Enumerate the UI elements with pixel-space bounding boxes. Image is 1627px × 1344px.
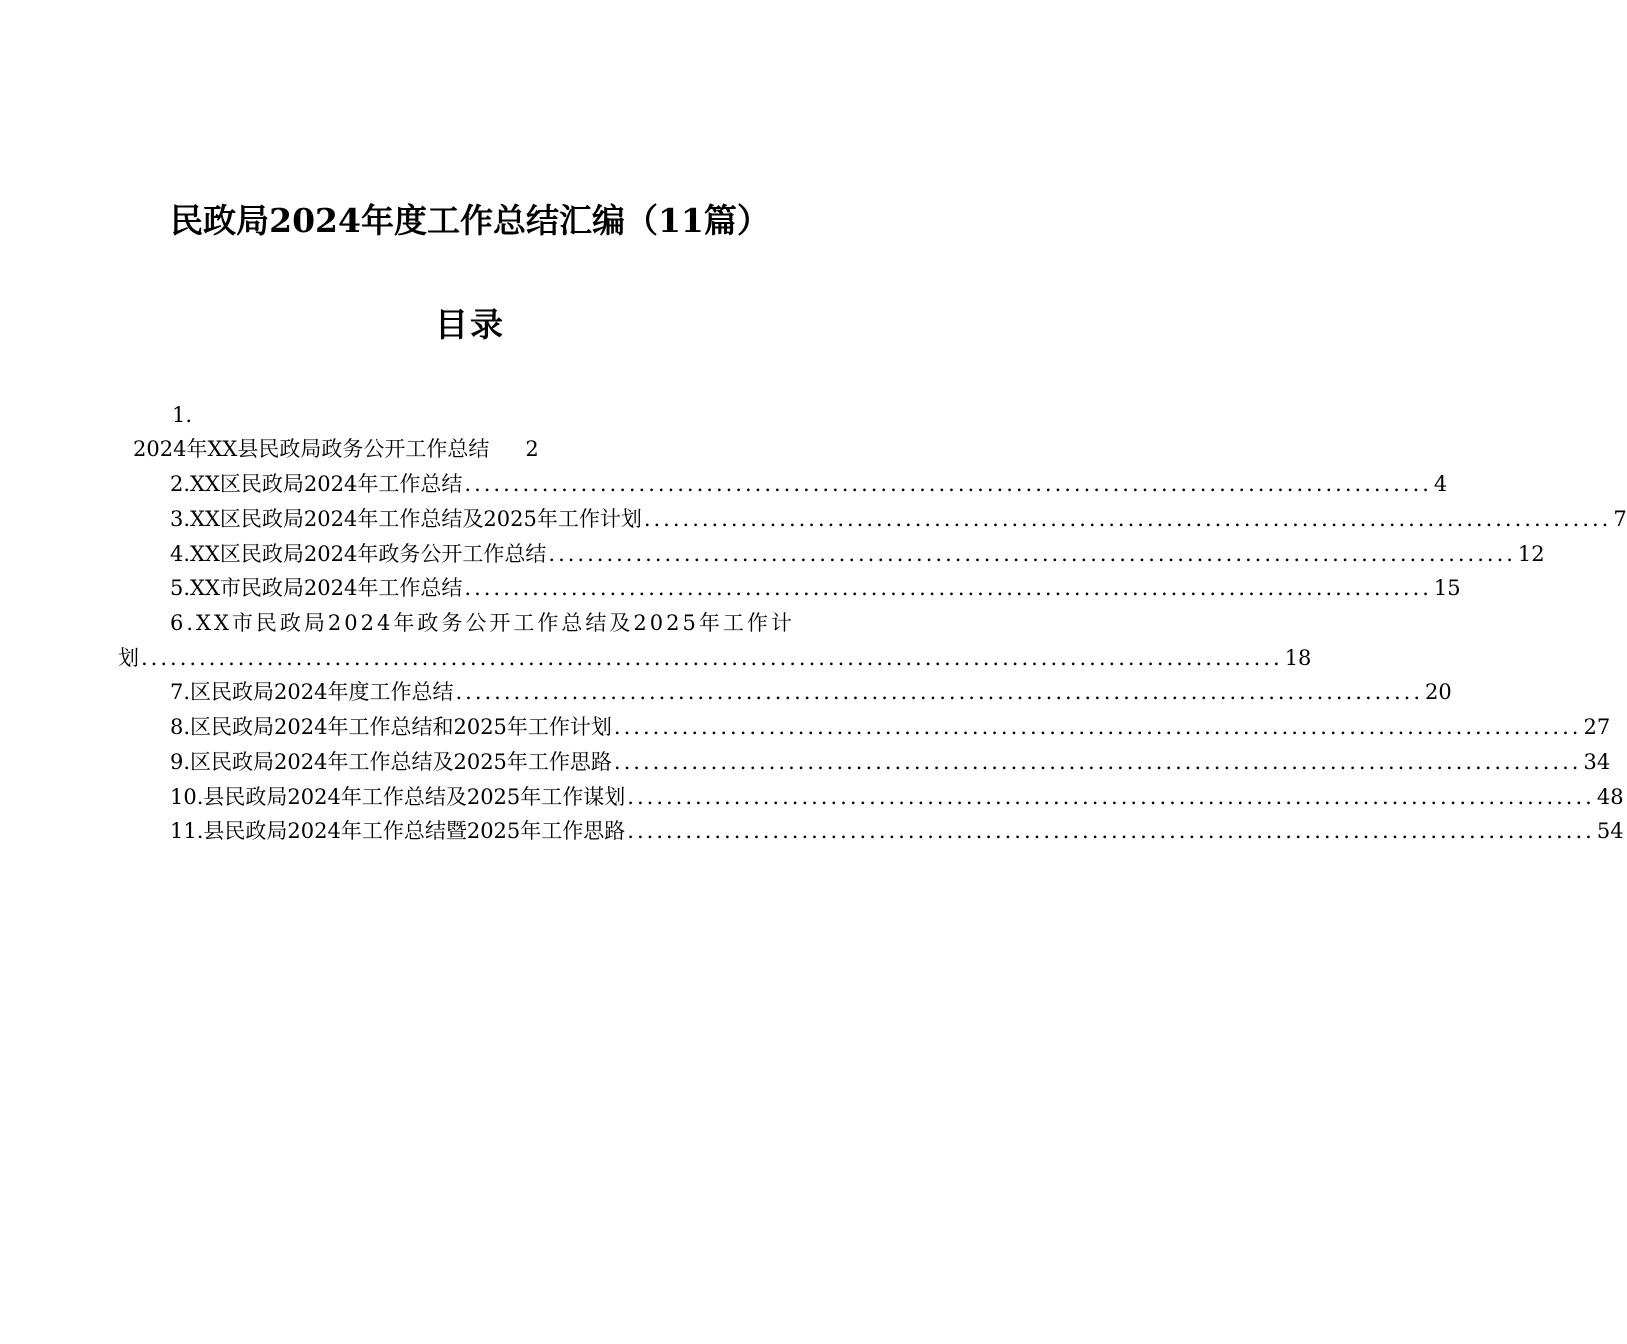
toc-heading: 目录 bbox=[435, 305, 505, 344]
toc-item-3[interactable] bbox=[170, 502, 1627, 536]
toc-item-2-page: 4 bbox=[1433, 472, 1448, 496]
toc-item-7-title: 7.区民政局2024年度工作总结 bbox=[170, 680, 454, 704]
toc-item-9-title: 9.区民政局2024年工作总结及2025年工作思路 bbox=[170, 750, 612, 774]
toc-item-3-leader: .................................................................................................... bbox=[643, 507, 1612, 531]
toc-item-11[interactable] bbox=[170, 814, 1624, 848]
toc-item-2-title: 2.XX区民政局2024年工作总结 bbox=[170, 472, 463, 496]
toc-item-6-leader: ...................................................................................................................... bbox=[141, 646, 1283, 670]
toc-item-9-page: 34 bbox=[1583, 750, 1611, 774]
toc-item-6-title-cont: 划 bbox=[118, 646, 139, 670]
toc-item-1-number-line bbox=[172, 398, 192, 432]
toc-item-7-page: 20 bbox=[1425, 680, 1452, 704]
toc-item-1[interactable] bbox=[133, 432, 539, 466]
toc-item-6[interactable] bbox=[118, 641, 1312, 675]
toc-item-4[interactable] bbox=[170, 537, 1545, 571]
toc-item-7[interactable] bbox=[170, 675, 1452, 709]
toc-item-9[interactable] bbox=[170, 745, 1611, 779]
toc-item-4-page: 12 bbox=[1517, 542, 1545, 566]
toc-item-3-title: 3.XX区民政局2024年工作总结及2025年工作计划 bbox=[170, 507, 642, 531]
toc-item-8-leader: .................................................................................................... bbox=[613, 715, 1582, 739]
toc-item-3-page: 7 bbox=[1613, 507, 1627, 531]
toc-item-10-leader: .................................................................................................... bbox=[627, 785, 1595, 809]
toc-item-8-title: 8.区民政局2024年工作总结和2025年工作计划 bbox=[170, 715, 612, 739]
toc-item-10[interactable] bbox=[170, 780, 1624, 814]
toc-item-11-page: 54 bbox=[1596, 819, 1624, 843]
toc-item-6-page: 18 bbox=[1284, 646, 1312, 670]
toc-item-8[interactable] bbox=[170, 710, 1611, 744]
toc-item-5[interactable] bbox=[170, 571, 1461, 605]
toc-item-4-title: 4.XX区民政局2024年政务公开工作总结 bbox=[170, 542, 547, 566]
toc-item-1-number: 1. bbox=[172, 403, 193, 427]
toc-item-10-title: 10.县民政局2024年工作总结及2025年工作谋划 bbox=[170, 785, 626, 809]
toc-item-2-leader: .................................................................................................... bbox=[464, 472, 1432, 496]
toc-item-8-page: 27 bbox=[1583, 715, 1611, 739]
toc-item-2[interactable] bbox=[170, 467, 1448, 501]
toc-item-7-leader: .................................................................................................... bbox=[455, 680, 1424, 704]
toc-item-9-leader: .................................................................................................... bbox=[613, 750, 1582, 774]
toc-item-6-title: 6.XX市民政局2024年政务公开工作总结及2025年工作计 bbox=[170, 611, 795, 635]
toc-item-5-title: 5.XX市民政局2024年工作总结 bbox=[170, 576, 463, 600]
toc-item-4-leader: .................................................................................................... bbox=[548, 542, 1516, 566]
toc-item-1-page: 2 bbox=[525, 437, 539, 461]
toc-item-6-first-line[interactable] bbox=[170, 606, 795, 640]
toc-item-10-page: 48 bbox=[1596, 785, 1624, 809]
toc-item-5-page: 15 bbox=[1433, 576, 1461, 600]
toc-item-5-leader: .................................................................................................... bbox=[464, 576, 1432, 600]
toc-item-1-title: 2024年XX县民政局政务公开工作总结 bbox=[133, 437, 490, 461]
document-title: 民政局2024年度工作总结汇编（11篇） bbox=[170, 201, 770, 240]
toc-item-11-title: 11.县民政局2024年工作总结暨2025年工作思路 bbox=[170, 819, 626, 843]
toc-item-11-leader: .................................................................................................... bbox=[627, 819, 1595, 843]
